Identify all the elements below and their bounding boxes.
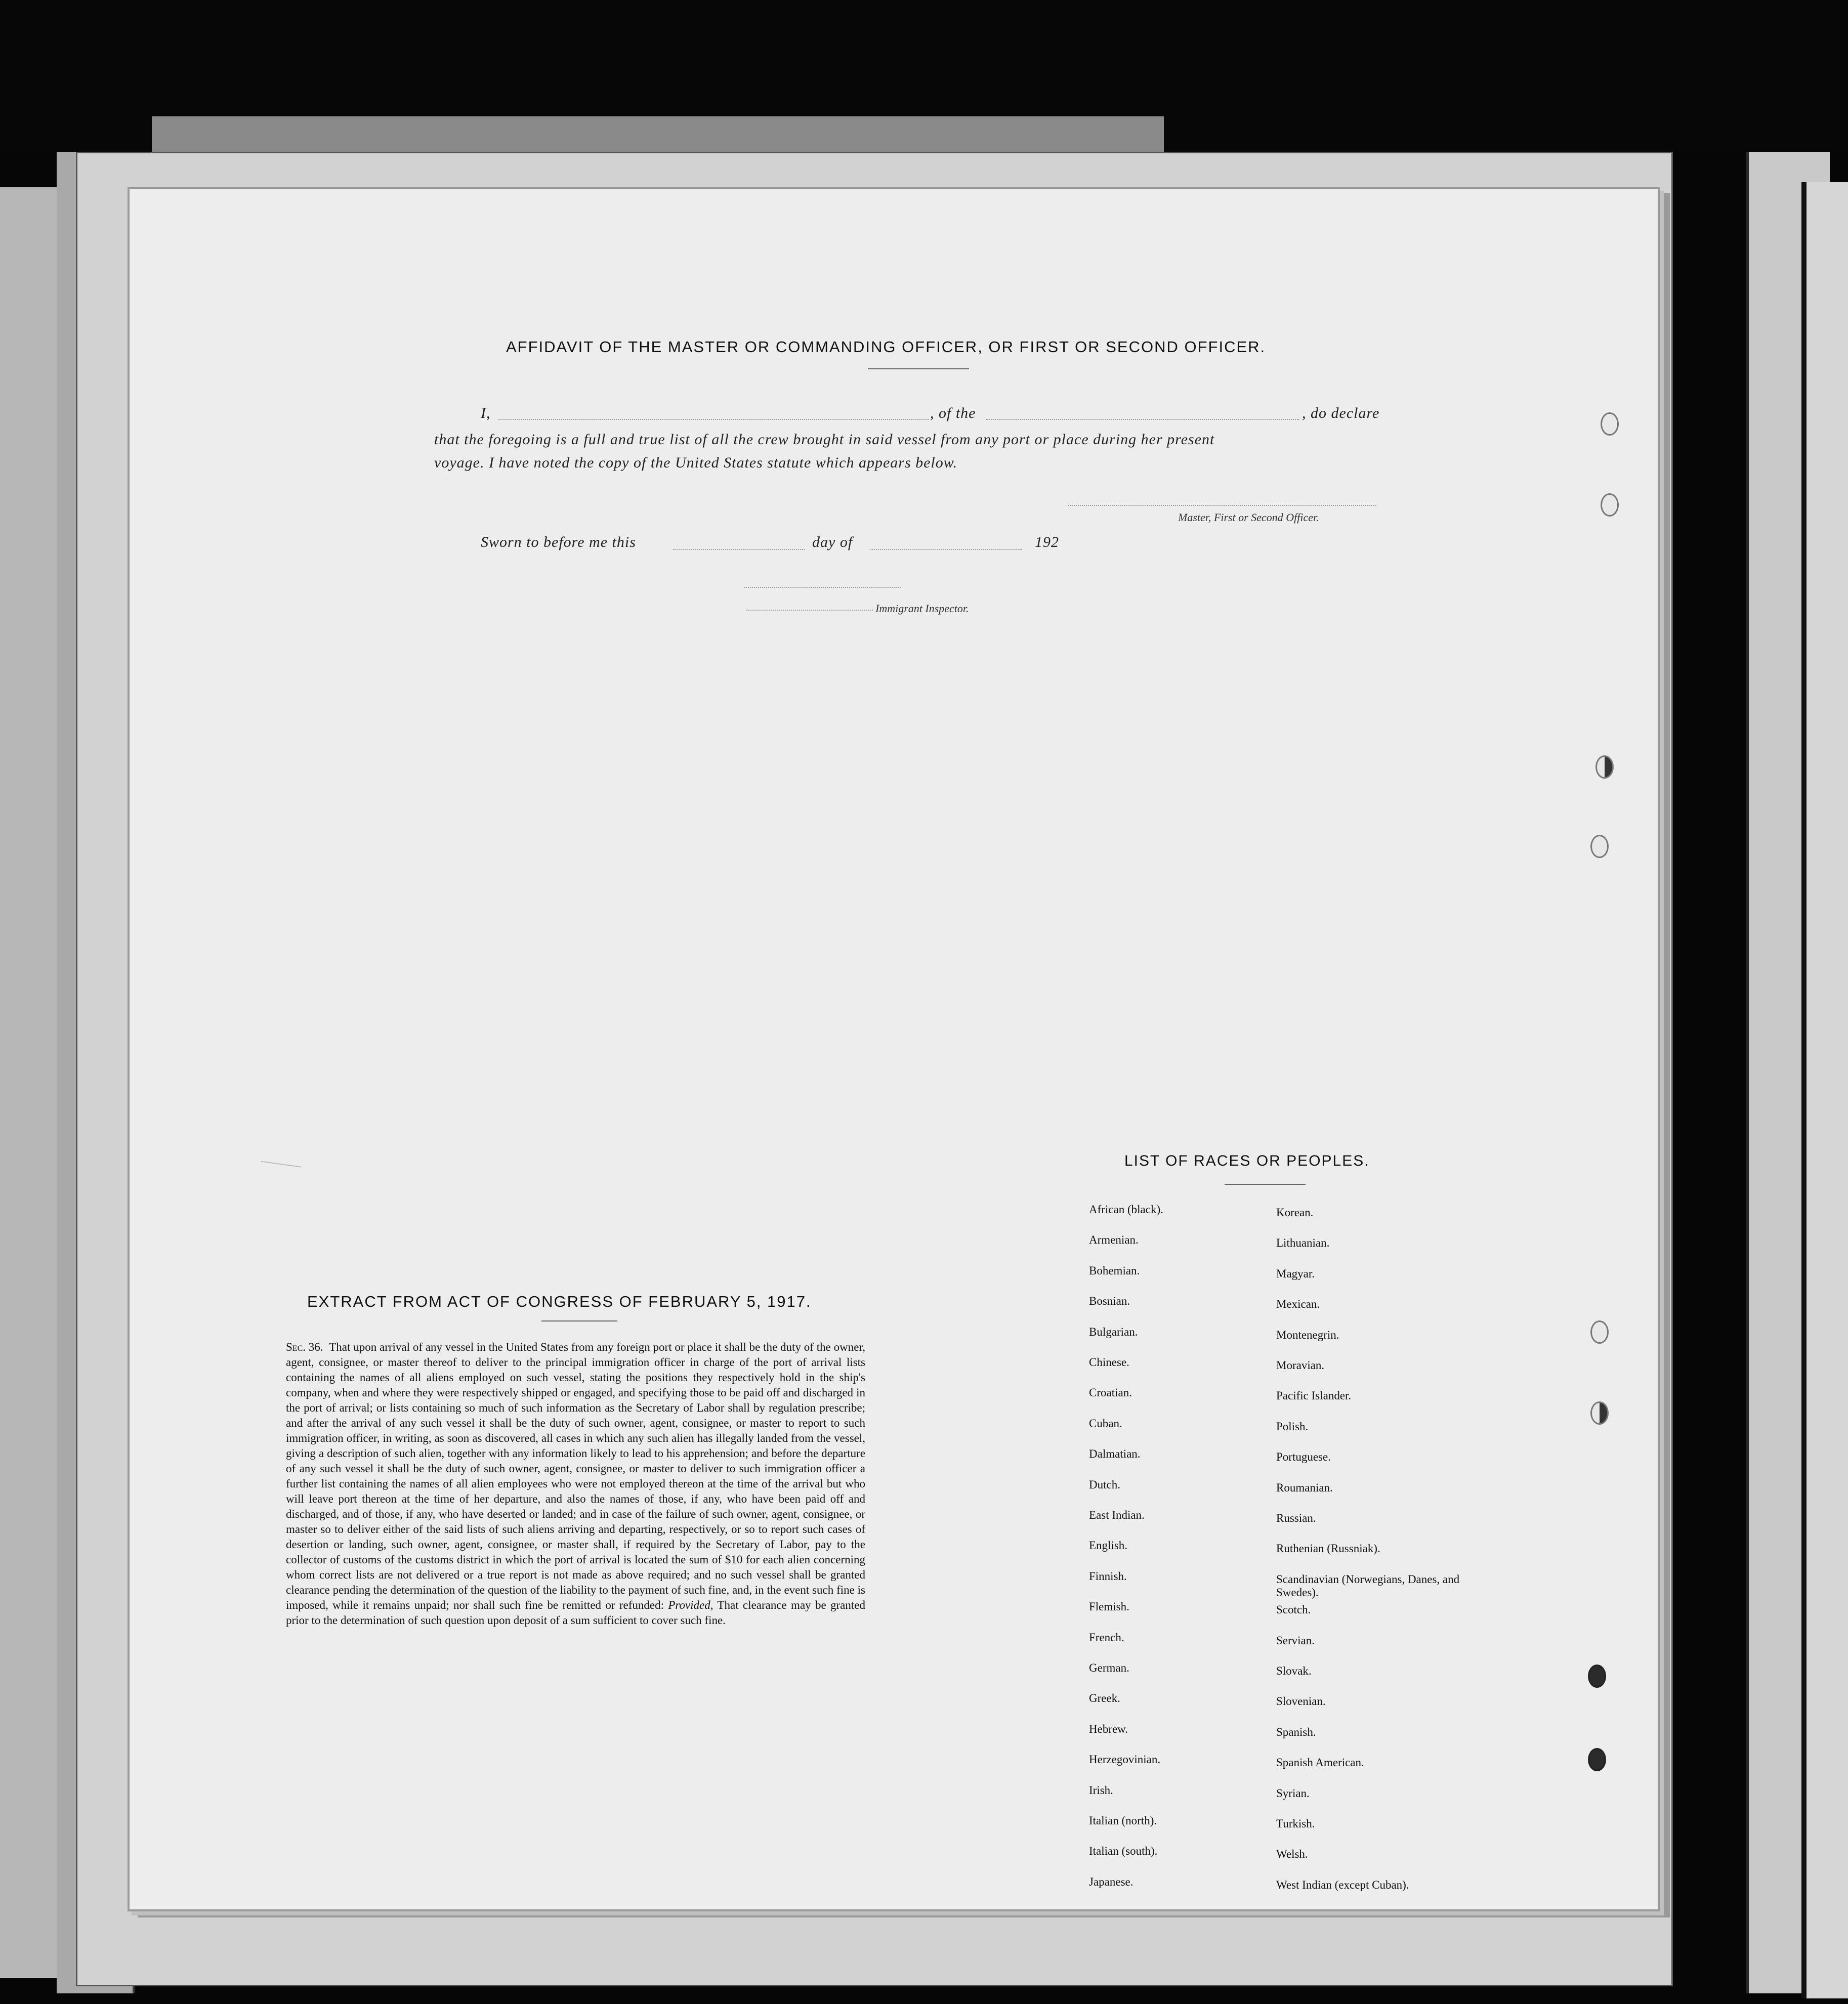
race-item: English. [1089, 1539, 1128, 1552]
extract-body [286, 1340, 865, 1628]
extract-title: EXTRACT FROM ACT OF CONGRESS OF FEBRUARY 5, 1917. [307, 1293, 812, 1310]
race-item: Syrian. [1276, 1786, 1310, 1800]
punch-hole [1590, 835, 1609, 858]
race-item: Slovenian. [1276, 1695, 1326, 1708]
race-item: Ruthenian (Russniak). [1276, 1542, 1380, 1555]
punch-hole [1588, 1665, 1606, 1688]
race-item: Finnish. [1089, 1569, 1127, 1583]
race-item: French. [1089, 1631, 1124, 1644]
races-title: LIST OF RACES OR PEOPLES. [1124, 1153, 1370, 1169]
race-item: Flemish. [1089, 1600, 1129, 1613]
race-item: Mexican. [1276, 1298, 1320, 1311]
adjacent-page-left [0, 187, 60, 1978]
race-item: Japanese. [1089, 1875, 1133, 1888]
race-item: Chinese. [1089, 1356, 1129, 1369]
race-item: Spanish American. [1276, 1756, 1364, 1769]
section-text-end: That clearance may be granted prior to the determination of such question upon deposit of a sum sufficient to cover such fine. [286, 1599, 865, 1627]
race-item: Scandinavian (Norwegians, Danes, and Swedes). [1276, 1572, 1460, 1599]
day-blank [673, 549, 805, 550]
affidavit-line3: voyage. I have noted the copy of the United States statute which appears below. [434, 454, 958, 471]
race-item: Dalmatian. [1089, 1447, 1141, 1461]
inspector-caption: Immigrant Inspector. [875, 602, 969, 615]
race-item: Bosnian. [1089, 1295, 1130, 1308]
race-item: Russian. [1276, 1512, 1316, 1524]
races-rule [1225, 1184, 1306, 1185]
section-label: Sec. 36. [286, 1341, 323, 1353]
punch-hole [1590, 1401, 1609, 1425]
race-item: Roumanian. [1276, 1481, 1333, 1494]
affidavit-of-the: , of the [930, 405, 976, 421]
race-item: Servian. [1276, 1634, 1315, 1647]
day-of: day of [812, 534, 853, 550]
race-item: Korean. [1276, 1206, 1314, 1219]
signature-blank [1068, 505, 1376, 506]
race-item: Pacific Islander. [1276, 1389, 1352, 1402]
race-item: German. [1089, 1661, 1129, 1674]
race-item: Welsh. [1276, 1848, 1308, 1861]
race-item: Bohemian. [1089, 1264, 1140, 1277]
race-item: Spanish. [1276, 1725, 1316, 1738]
race-item: African (black). [1089, 1203, 1163, 1216]
section-text: That upon arrival of any vessel in the United States from any foreign port or place it shall be the duty of the owner, agent, consignee, or master thereof to deliver to the principal immigration officer in charge of the port of arrival lists containing the names of all aliens employed on such vessel, stating the positions they respectively hold in the ship's company, when and where they were respectively shipped or engaged, and specifying those to be paid off and discharged in the port of arrival; or lists containing so much of such information as the Secretary of Labor shall by regulation prescribe; and after the arrival of any such vessel it shall be the duty of such owner, agent, consignee, or master to report to such immigration officer, in writing, as soon as discovered, all cases in which any such alien has illegally landed from the vessel, giving a description of such alien, together with any information likely to lead to his apprehension; and before the departure of any such vessel it shall be the duty of such owner, agent, consignee, or master to deliver to such immigration officer a further list containing the names of all alien employees who were not employed thereon at the time of the arrival but who will leave port thereon at the time of her departure, and also the names of those, if any, who have been paid off and discharged, and of those, if any, who have deserted or landed; and in case of the failure of such owner, agent, consignee, or master so to deliver either of the said lists of such aliens arriving and departing, respectively, or so to report such cases of desertion or landing, such owner, agent, consignee, or master shall, if required by the Secretary of Labor, pay to the collector of customs of the customs district in which the port of arrival is located the sum of $10 for each alien concerning whom correct lists are not delivered or a true report is not made as above required; and no such vessel shall be granted clearance pending the determination of the question of the liability to the payment of such fine, and, in the event such fine is imposed, while it remains unpaid; nor shall such fine be remitted or refunded: [286, 1341, 865, 1611]
month-blank [870, 549, 1022, 550]
race-item: Hebrew. [1089, 1722, 1128, 1735]
punch-hole [1595, 755, 1614, 779]
punch-hole [1588, 1748, 1606, 1771]
race-item: Cuban. [1089, 1417, 1122, 1430]
title-rule [868, 368, 969, 369]
race-item: Italian (north). [1089, 1814, 1157, 1827]
race-item: Herzegovinian. [1089, 1753, 1161, 1766]
race-item: Montenegrin. [1276, 1328, 1339, 1341]
race-item: Armenian. [1089, 1233, 1139, 1247]
year-prefix: 192 [1035, 534, 1059, 550]
race-item: Croatian. [1089, 1386, 1132, 1399]
punch-hole [1590, 1320, 1609, 1344]
race-item: Bulgarian. [1089, 1325, 1138, 1338]
race-item: East Indian. [1089, 1509, 1145, 1521]
affidavit-title: AFFIDAVIT OF THE MASTER OR COMMANDING OFFICER, OR FIRST OR SECOND OFFICER. [506, 338, 1266, 356]
race-item: Irish. [1089, 1783, 1113, 1797]
extract-rule [541, 1320, 617, 1321]
affidavit-i: I, [481, 405, 491, 421]
race-item: Greek. [1089, 1692, 1120, 1705]
affidavit-line2: that the foregoing is a full and true list of all the crew brought in said vessel from any port or place during her present [434, 431, 1215, 448]
race-item: Italian (south). [1089, 1845, 1158, 1858]
race-item: Moravian. [1276, 1359, 1325, 1372]
inspector-line [744, 587, 901, 588]
race-item: Portuguese. [1276, 1451, 1331, 1464]
sworn-text: Sworn to before me this [481, 534, 636, 550]
vessel-blank [986, 419, 1299, 420]
race-item: Turkish. [1276, 1817, 1315, 1830]
race-item: Lithuanian. [1276, 1236, 1330, 1250]
punch-hole [1601, 493, 1619, 517]
race-item: Slovak. [1276, 1665, 1312, 1677]
inspector-signature-blank [746, 610, 873, 611]
adjacent-page-right-outer [1801, 182, 1848, 1998]
provided-word: Provided, [668, 1599, 713, 1611]
punch-hole [1601, 412, 1619, 436]
race-item: West Indian (except Cuban). [1276, 1878, 1409, 1891]
race-item: Scotch. [1276, 1603, 1311, 1616]
race-item: Dutch. [1089, 1478, 1120, 1491]
race-item: Magyar. [1276, 1267, 1315, 1280]
affidavit-declare: , do declare [1302, 405, 1380, 421]
race-item: Polish. [1276, 1420, 1309, 1433]
name-blank [498, 419, 929, 420]
master-caption: Master, First or Second Officer. [1178, 511, 1319, 524]
